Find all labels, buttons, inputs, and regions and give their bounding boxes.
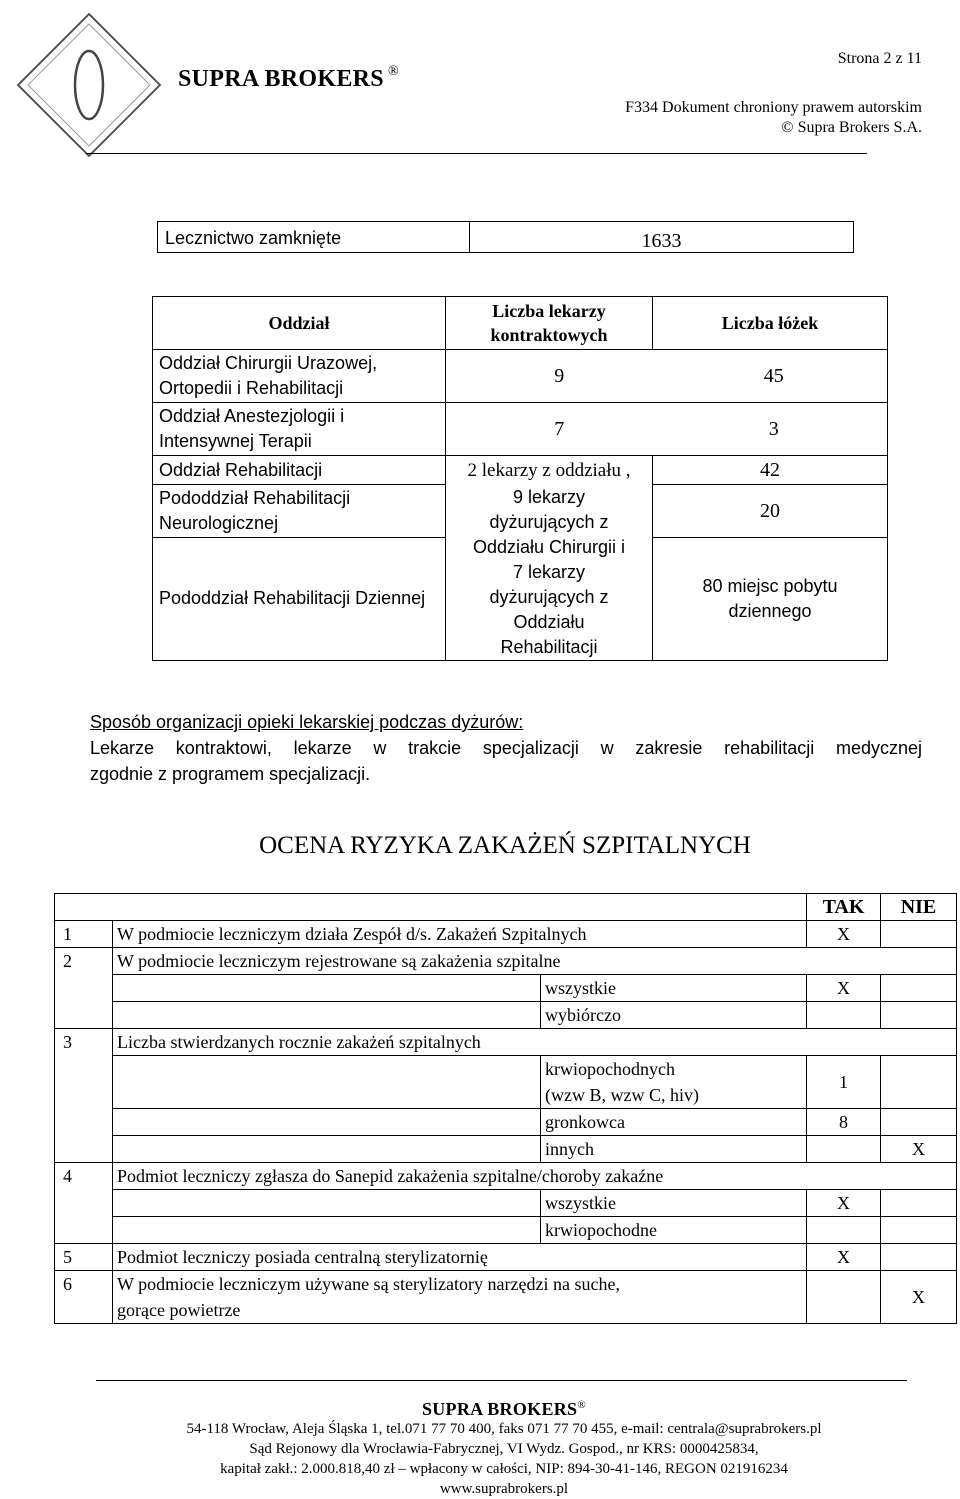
page-number: Strona 2 z 11 <box>837 50 922 67</box>
shared-doctors-line: dyżurujących z <box>489 511 609 532</box>
answer-yes <box>807 1136 881 1163</box>
answer-no <box>881 921 957 948</box>
header-divider <box>86 153 867 154</box>
organization-line: zgodnie z programem specjalizacji. <box>90 764 371 784</box>
table-row <box>55 921 957 948</box>
column-no: NIE <box>881 894 957 921</box>
company-logo <box>14 10 164 160</box>
footer-brand: SUPRA BROKERS® <box>421 1399 587 1419</box>
header-beds: Liczba łóżek <box>653 297 888 350</box>
question-text: W podmiocie leczniczym działa Zespół d/s. Zakażeń Szpitalnych <box>113 921 807 948</box>
table-row <box>55 1271 957 1324</box>
table-row <box>55 1109 957 1136</box>
department-name: Oddział Rehabilitacji <box>153 456 446 485</box>
question-number: 6 <box>55 1271 113 1324</box>
answer-no: X <box>881 1136 957 1163</box>
bed-count: 80 miejsc pobytu dziennego <box>653 538 888 660</box>
table-row <box>55 1029 957 1056</box>
answer-yes <box>807 1271 881 1324</box>
doctors-beds-pair <box>446 350 888 403</box>
footer-divider <box>96 1380 907 1381</box>
risk-table <box>54 893 957 1324</box>
doctor-count: 7 <box>554 417 565 440</box>
footer-website[interactable]: www.suprabrokers.pl <box>439 1481 569 1497</box>
question-number: 3 <box>55 1029 113 1056</box>
answer-yes: X <box>807 1244 881 1271</box>
bed-count: 42 <box>653 456 888 485</box>
table-row <box>55 1056 957 1109</box>
table-row <box>55 1002 957 1029</box>
question-number: 1 <box>55 921 113 948</box>
doctor-count: 9 <box>554 364 565 387</box>
answer-no <box>881 1056 957 1109</box>
sub-option: wszystkie <box>541 1190 807 1217</box>
closed-care-table <box>157 221 854 253</box>
question-text: Podmiot leczniczy zgłasza do Sanepid zakażenia szpitalne/choroby zakaźne <box>113 1163 957 1190</box>
organization-line: Lekarze kontraktowi, lekarze w trakcie specjalizacji w zakresie rehabilitacji medycznej <box>90 738 922 758</box>
sub-option-line: krwiopochodnych <box>545 1059 675 1079</box>
shared-doctors-line: 9 lekarzy <box>512 486 586 507</box>
question-number: 5 <box>55 1244 113 1271</box>
sub-option-line: (wzw B, wzw C, hiv) <box>545 1085 699 1105</box>
shared-doctors-line: 7 lekarzy <box>512 561 586 582</box>
bed-count: 3 <box>768 417 779 440</box>
question-text-line: gorące powietrze <box>117 1300 241 1320</box>
bed-count: 45 <box>763 364 784 387</box>
bed-count: 20 <box>653 485 888 538</box>
footer-address: 54-118 Wrocław, Aleja Śląska 1, tel.071 77 70 400, faks 071 77 70 455, e-mail: centrala@suprabrokers.pl <box>186 1421 822 1437</box>
question-text: Podmiot leczniczy posiada centralną sterylizatornię <box>113 1244 807 1271</box>
sub-option <box>541 1056 807 1109</box>
answer-no <box>881 1217 957 1244</box>
table-row <box>55 1217 957 1244</box>
organization-title: Sposób organizacji opieki lekarskiej podczas dyżurów: <box>90 712 524 732</box>
question-text <box>113 1271 807 1324</box>
shared-doctors-line: dyżurujących z <box>489 586 609 607</box>
department-name: Pododdział Rehabilitacji Neurologicznej <box>153 485 446 538</box>
sub-option: gronkowca <box>541 1109 807 1136</box>
question-number: 2 <box>55 948 113 975</box>
closed-care-value: 1633 <box>641 230 682 252</box>
answer-yes: X <box>807 921 881 948</box>
table-row <box>55 948 957 975</box>
header-doctors: Liczba lekarzy kontraktowych <box>446 297 653 350</box>
column-yes: TAK <box>807 894 881 921</box>
department-name: Oddział Chirurgii Urazowej, Ortopedii i Rehabilitacji <box>153 350 446 403</box>
sub-option: krwiopochodne <box>541 1217 807 1244</box>
footer-registry: Sąd Rejonowy dla Wrocławia-Fabrycznej, VI Wydz. Gospod., nr KRS: 0000425834, <box>249 1441 759 1457</box>
shared-doctors-note <box>446 485 653 661</box>
answer-no <box>881 1002 957 1029</box>
section-title: OCENA RYZYKA ZAKAŻEŃ SZPITALNYCH <box>259 832 751 859</box>
answer-yes: 1 <box>807 1056 881 1109</box>
answer-yes: 8 <box>807 1109 881 1136</box>
table-header-row <box>153 297 888 350</box>
sub-option: wybiórczo <box>541 1002 807 1029</box>
organization-paragraph <box>90 709 922 787</box>
answer-no <box>881 975 957 1002</box>
department-name: Oddział Anestezjologii i Intensywnej Terapii <box>153 403 446 456</box>
copyright-note <box>625 98 922 138</box>
departments-table <box>152 296 888 661</box>
table-row <box>55 1244 957 1271</box>
risk-header-row <box>55 894 957 921</box>
shared-doctors-line: Oddziału Chirurgii i <box>472 536 626 557</box>
answer-no <box>881 1244 957 1271</box>
footer-capital: kapitał zakł.: 2.000.818,40 zł – wpłacony w całości, NIP: 894-30-41-146, REGON 021916234 <box>220 1461 788 1477</box>
answer-no: X <box>881 1271 957 1324</box>
answer-yes <box>807 1002 881 1029</box>
table-row <box>153 485 888 538</box>
answer-yes <box>807 1217 881 1244</box>
question-number: 4 <box>55 1163 113 1190</box>
table-row <box>153 456 888 485</box>
table-row <box>153 403 888 456</box>
footer <box>0 1395 960 1499</box>
header-department: Oddział <box>153 297 446 350</box>
table-row <box>55 1136 957 1163</box>
sub-option: innych <box>541 1136 807 1163</box>
closed-care-label: Lecznictwo zamknięte <box>158 222 470 252</box>
question-text: Liczba stwierdzanych rocznie zakażeń szpitalnych <box>113 1029 957 1056</box>
table-row <box>153 350 888 403</box>
question-text: W podmiocie leczniczym rejestrowane są zakażenia szpitalne <box>113 948 957 975</box>
answer-no <box>881 1109 957 1136</box>
copyright-line-1: F334 Dokument chroniony prawem autorskim <box>625 99 922 116</box>
shared-doctors-line: Oddziału <box>513 611 585 632</box>
answer-yes: X <box>807 975 881 1002</box>
answer-no <box>881 1190 957 1217</box>
question-text-line: W podmiocie leczniczym używane są sterylizatory narzędzi na suche, <box>117 1274 620 1294</box>
doctor-count: 2 lekarzy z oddziału , <box>446 456 653 485</box>
table-row <box>55 1190 957 1217</box>
sub-option: wszystkie <box>541 975 807 1002</box>
brand-name: SUPRA BROKERS ® <box>178 64 399 92</box>
table-row <box>55 975 957 1002</box>
doctors-beds-pair <box>446 403 888 456</box>
answer-yes: X <box>807 1190 881 1217</box>
table-row <box>55 1163 957 1190</box>
copyright-line-2: © Supra Brokers S.A. <box>781 119 922 136</box>
shared-doctors-line: Rehabilitacji <box>500 636 598 657</box>
department-name: Pododdział Rehabilitacji Dziennej <box>153 538 446 660</box>
